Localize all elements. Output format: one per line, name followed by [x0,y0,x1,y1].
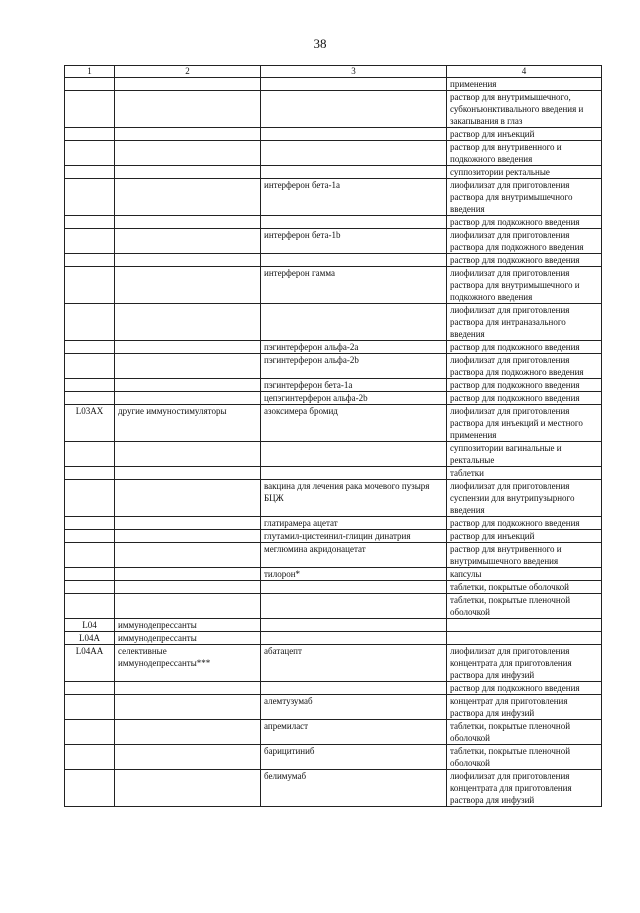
atc-code-cell [65,568,115,581]
drug-name-cell: глутамил-цистеинил-глицин динатрия [261,530,447,543]
table-row [65,745,602,770]
atc-code-cell [65,91,115,128]
group-cell [115,267,261,304]
dosage-form-cell: лиофилизат для приготовления раствора для внутримышечного и подкожного введения [447,267,602,304]
drug-name-cell [261,467,447,480]
drug-name-cell [261,216,447,229]
drug-name-cell [261,304,447,341]
drug-name-cell [261,254,447,267]
drug-name-cell: тилорон* [261,568,447,581]
drug-name-cell: меглюмина акридонацетат [261,543,447,568]
header-col-2: 2 [115,66,261,78]
drug-name-cell: цепэгинтерферон альфа-2b [261,392,447,405]
drug-name-cell: интерферон бета-1b [261,229,447,254]
atc-code-cell: L04A [65,632,115,645]
group-cell [115,530,261,543]
group-cell [115,179,261,216]
dosage-form-cell: таблетки [447,467,602,480]
table-row [65,267,602,304]
table-row [65,254,602,267]
drug-name-cell: абатацепт [261,645,447,682]
drug-name-cell: вакцина для лечения рака мочевого пузыря БЦЖ [261,480,447,517]
drug-name-cell [261,442,447,467]
group-cell [115,770,261,807]
atc-code-cell [65,267,115,304]
table-row [65,517,602,530]
group-cell [115,543,261,568]
group-cell [115,480,261,517]
atc-code-cell [65,745,115,770]
drug-name-cell: пэгинтерферон альфа-2a [261,341,447,354]
page-number: 38 [313,36,327,51]
atc-code-cell: L04 [65,619,115,632]
group-cell [115,216,261,229]
atc-code-cell [65,392,115,405]
table-row [65,392,602,405]
group-cell [115,304,261,341]
table-row [65,341,602,354]
table-row [65,78,602,91]
header-col-1: 1 [65,66,115,78]
atc-code-cell [65,354,115,379]
group-cell [115,128,261,141]
atc-code-cell [65,379,115,392]
dosage-form-cell: таблетки, покрытые пленочной оболочкой [447,594,602,619]
group-cell [115,379,261,392]
dosage-form-cell: раствор для подкожного введения [447,216,602,229]
drug-name-cell [261,632,447,645]
dosage-form-cell: раствор для подкожного введения [447,392,602,405]
drug-name-cell: апремиласт [261,720,447,745]
drug-name-cell: интерферон гамма [261,267,447,304]
atc-code-cell [65,770,115,807]
atc-code-cell [65,695,115,720]
drug-name-cell [261,141,447,166]
dosage-form-cell: концентрат для приготовления раствора для инфузий [447,695,602,720]
dosage-form-cell: лиофилизат для приготовления концентрата для приготовления раствора для инфузий [447,645,602,682]
dosage-form-cell: лиофилизат для приготовления раствора для внутримышечного введения [447,179,602,216]
atc-code-cell: L03AX [65,405,115,442]
group-cell [115,229,261,254]
drug-name-cell [261,619,447,632]
dosage-form-cell: суппозитории ректальные [447,166,602,179]
table-row [65,594,602,619]
dosage-form-cell: раствор для подкожного введения [447,517,602,530]
drug-name-cell [261,166,447,179]
group-cell: селективные иммунодепрессанты*** [115,645,261,682]
atc-code-cell [65,166,115,179]
table-row [65,91,602,128]
dosage-form-cell: таблетки, покрытые оболочкой [447,581,602,594]
atc-code-cell [65,594,115,619]
header-col-3: 3 [261,66,447,78]
dosage-form-cell: лиофилизат для приготовления раствора для подкожного введения [447,229,602,254]
dosage-form-cell: суппозитории вагинальные и ректальные [447,442,602,467]
dosage-form-cell [447,632,602,645]
table-row [65,530,602,543]
group-cell [115,467,261,480]
atc-code-cell [65,543,115,568]
table-row [65,480,602,517]
group-cell: иммунодепрессанты [115,619,261,632]
table-row [65,720,602,745]
table-body [65,78,602,807]
drug-name-cell: пэгинтерферон бета-1a [261,379,447,392]
medication-table [64,65,602,807]
drug-name-cell: интерферон бета-1a [261,179,447,216]
table-row [65,770,602,807]
table-row [65,405,602,442]
table-row [65,467,602,480]
group-cell [115,78,261,91]
atc-code-cell [65,720,115,745]
dosage-form-cell: капсулы [447,568,602,581]
group-cell [115,720,261,745]
group-cell [115,354,261,379]
drug-name-cell [261,91,447,128]
group-cell [115,517,261,530]
atc-code-cell [65,254,115,267]
table-row [65,645,602,682]
drug-name-cell: белимумаб [261,770,447,807]
table-row [65,166,602,179]
atc-code-cell [65,341,115,354]
atc-code-cell [65,141,115,166]
table-row [65,128,602,141]
drug-name-cell: барицитиниб [261,745,447,770]
group-cell [115,141,261,166]
dosage-form-cell: лиофилизат для приготовления раствора для интраназального введения [447,304,602,341]
dosage-form-cell: раствор для инъекций [447,530,602,543]
drug-name-cell: азоксимера бромид [261,405,447,442]
dosage-form-cell: раствор для внутривенного и внутримышечного введения [447,543,602,568]
table-row [65,216,602,229]
dosage-form-cell: раствор для подкожного введения [447,379,602,392]
dosage-form-cell: раствор для внутримышечного, субконъюнктивального введения и закапывания в глаз [447,91,602,128]
dosage-form-cell: лиофилизат для приготовления раствора для инъекций и местного применения [447,405,602,442]
dosage-form-cell: таблетки, покрытые пленочной оболочкой [447,720,602,745]
dosage-form-cell: раствор для внутривенного и подкожного введения [447,141,602,166]
drug-name-cell [261,78,447,91]
group-cell [115,341,261,354]
atc-code-cell [65,216,115,229]
table-row [65,543,602,568]
table-row [65,379,602,392]
table-row [65,632,602,645]
atc-code-cell [65,304,115,341]
dosage-form-cell [447,619,602,632]
atc-code-cell [65,480,115,517]
header-col-4: 4 [447,66,602,78]
drug-name-cell: пэгинтерферон альфа-2b [261,354,447,379]
group-cell [115,166,261,179]
atc-code-cell [65,128,115,141]
dosage-form-cell: раствор для подкожного введения [447,254,602,267]
atc-code-cell [65,179,115,216]
dosage-form-cell: раствор для подкожного введения [447,341,602,354]
group-cell [115,254,261,267]
group-cell [115,581,261,594]
atc-code-cell [65,581,115,594]
drug-name-cell: алемтузумаб [261,695,447,720]
dosage-form-cell: таблетки, покрытые пленочной оболочкой [447,745,602,770]
table-row [65,619,602,632]
drug-name-cell [261,128,447,141]
atc-code-cell [65,442,115,467]
table-row [65,179,602,216]
group-cell: другие иммуностимуляторы [115,405,261,442]
table-row [65,229,602,254]
atc-code-cell [65,229,115,254]
group-cell [115,745,261,770]
group-cell [115,568,261,581]
drug-name-cell [261,682,447,695]
drug-name-cell [261,581,447,594]
table-row [65,442,602,467]
table-row [65,682,602,695]
table-row [65,695,602,720]
atc-code-cell [65,467,115,480]
drug-name-cell [261,594,447,619]
drug-name-cell: глатирамера ацетат [261,517,447,530]
group-cell [115,695,261,720]
group-cell [115,392,261,405]
atc-code-cell [65,78,115,91]
dosage-form-cell: лиофилизат для приготовления концентрата для приготовления раствора для инфузий [447,770,602,807]
dosage-form-cell: лиофилизат для приготовления раствора для подкожного введения [447,354,602,379]
group-cell [115,442,261,467]
dosage-form-cell: применения [447,78,602,91]
table-row [65,304,602,341]
table-row [65,581,602,594]
header-row [65,66,602,78]
atc-code-cell [65,530,115,543]
atc-code-cell [65,682,115,695]
group-cell [115,91,261,128]
dosage-form-cell: лиофилизат для приготовления суспензии для внутрипузырного введения [447,480,602,517]
table-row [65,141,602,166]
table-row [65,568,602,581]
group-cell: иммунодепрессанты [115,632,261,645]
atc-code-cell: L04AA [65,645,115,682]
group-cell [115,682,261,695]
dosage-form-cell: раствор для подкожного введения [447,682,602,695]
group-cell [115,594,261,619]
table-row [65,354,602,379]
atc-code-cell [65,517,115,530]
dosage-form-cell: раствор для инъекций [447,128,602,141]
